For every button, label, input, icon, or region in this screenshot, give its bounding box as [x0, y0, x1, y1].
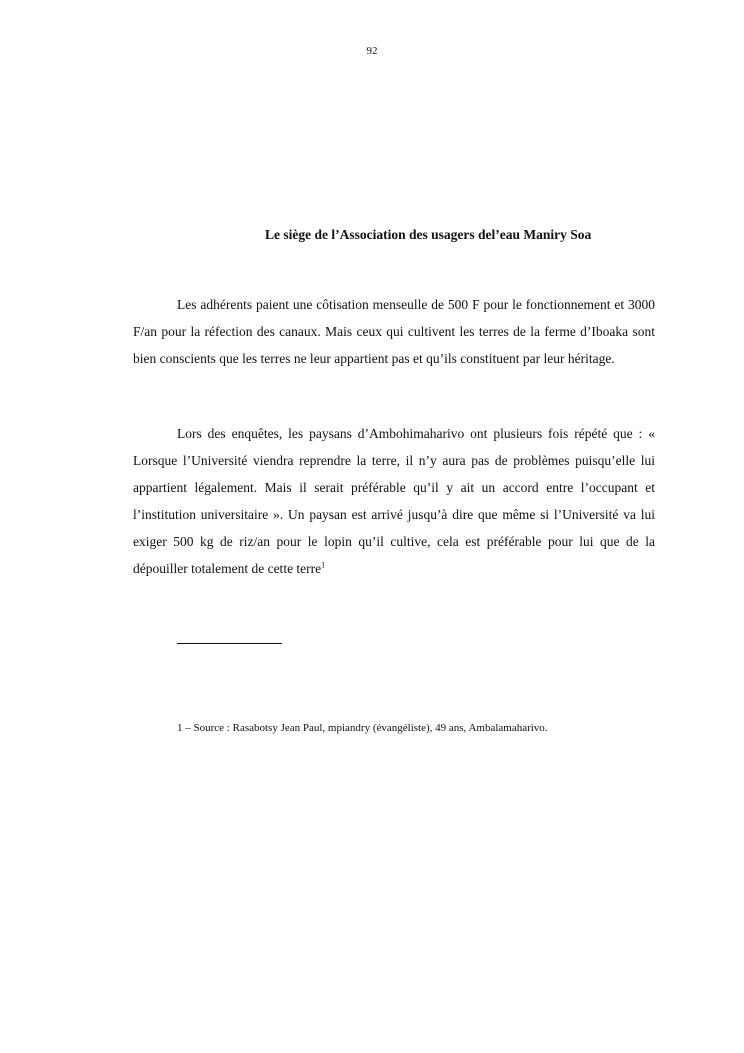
page-number: 92 [366, 45, 378, 57]
footnote-separator [177, 643, 282, 644]
paragraph-text: Lors des enquêtes, les paysans d’Ambohimaharivo ont plusieurs fois répété que : « Lorsque l’Université viendra reprendre la terre, il n’y aura pas de problèmes puisqu’elle lui appartient légalement. Mais il serait préférable qu’il y ait un accord entre l’occupant et l’institution universitaire ». Un paysan est arrivé jusqu’à dire que même si l’Université va lui exiger 500 kg de riz/an pour le lopin qu’il cultive, cela est préférable pour lui que de la dépouiller totalement de cette terre [133, 426, 655, 576]
footnote-reference: 1 [321, 560, 326, 570]
footnote: 1 – Source : Rasabotsy Jean Paul, mpiandry (évangéliste), 49 ans, Ambalamaharivo. [177, 722, 548, 734]
body-paragraph: Les adhérents paient une côtisation menseulle de 500 F pour le fonctionnement et 3000 F/an pour la réfection des canaux. Mais ceux qui cultivent les terres de la ferme d’Iboaka sont bien conscients que les terres ne leur appartient pas et qu’ils constituent par leur héritage. [133, 297, 655, 366]
photo-caption: Le siège de l’Association des usagers del’eau Maniry Soa [265, 227, 592, 242]
body-paragraph [133, 420, 655, 582]
